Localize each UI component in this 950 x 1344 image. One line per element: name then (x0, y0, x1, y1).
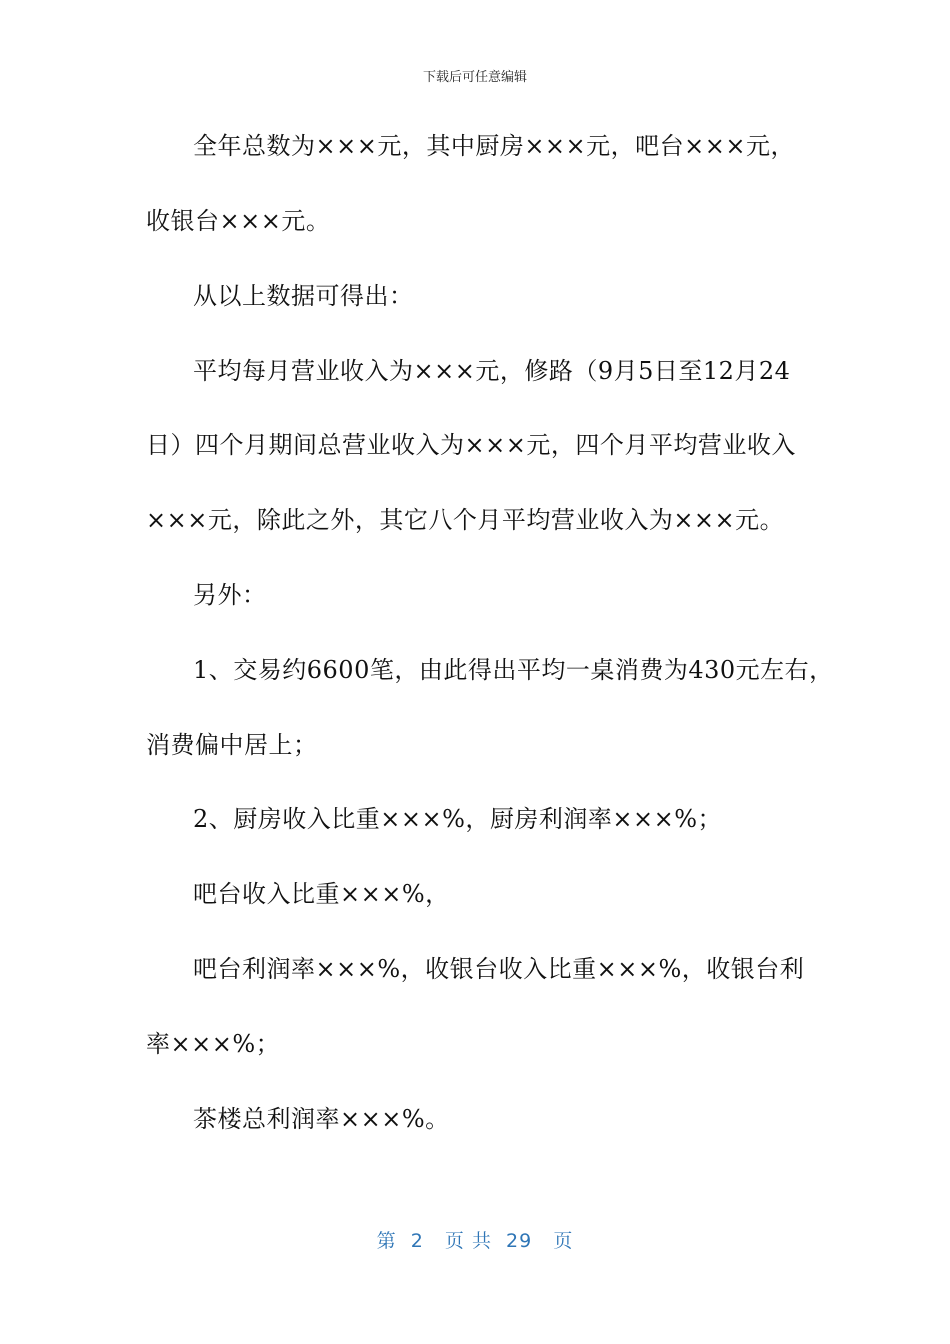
text-line: 2、厨房收入比重×××%，厨房利润率×××%； (193, 805, 723, 833)
text-line: 1、交易约6600笔，由此得出平均一桌消费为430元左右， (193, 656, 834, 684)
text-line: ×××元，除此之外，其它八个月平均营业收入为×××元。 (146, 506, 785, 534)
text-line: 收银台×××元。 (146, 207, 331, 235)
page-footer: 第 2 页 共 29 页 (376, 1230, 574, 1252)
text-line: 日）四个月期间总营业收入为×××元，四个月平均营业收入 (146, 431, 796, 459)
text-line: 平均每月营业收入为×××元，修路（9月5日至12月24 (193, 357, 791, 385)
text-line: 从以上数据可得出： (193, 282, 414, 310)
text-line: 茶楼总利润率×××%。 (193, 1105, 450, 1133)
text-line: 吧台利润率×××%，收银台收入比重×××%，收银台利 (193, 955, 805, 983)
page-header: 下载后可任意编辑 (422, 70, 527, 85)
text-line: 另外： (193, 581, 267, 609)
text-line: 率×××%； (146, 1030, 281, 1058)
text-line: 消费偏中居上； (146, 731, 318, 759)
text-line: 吧台收入比重×××%， (193, 880, 450, 908)
text-line: 全年总数为×××元，其中厨房×××元，吧台×××元， (193, 132, 795, 160)
